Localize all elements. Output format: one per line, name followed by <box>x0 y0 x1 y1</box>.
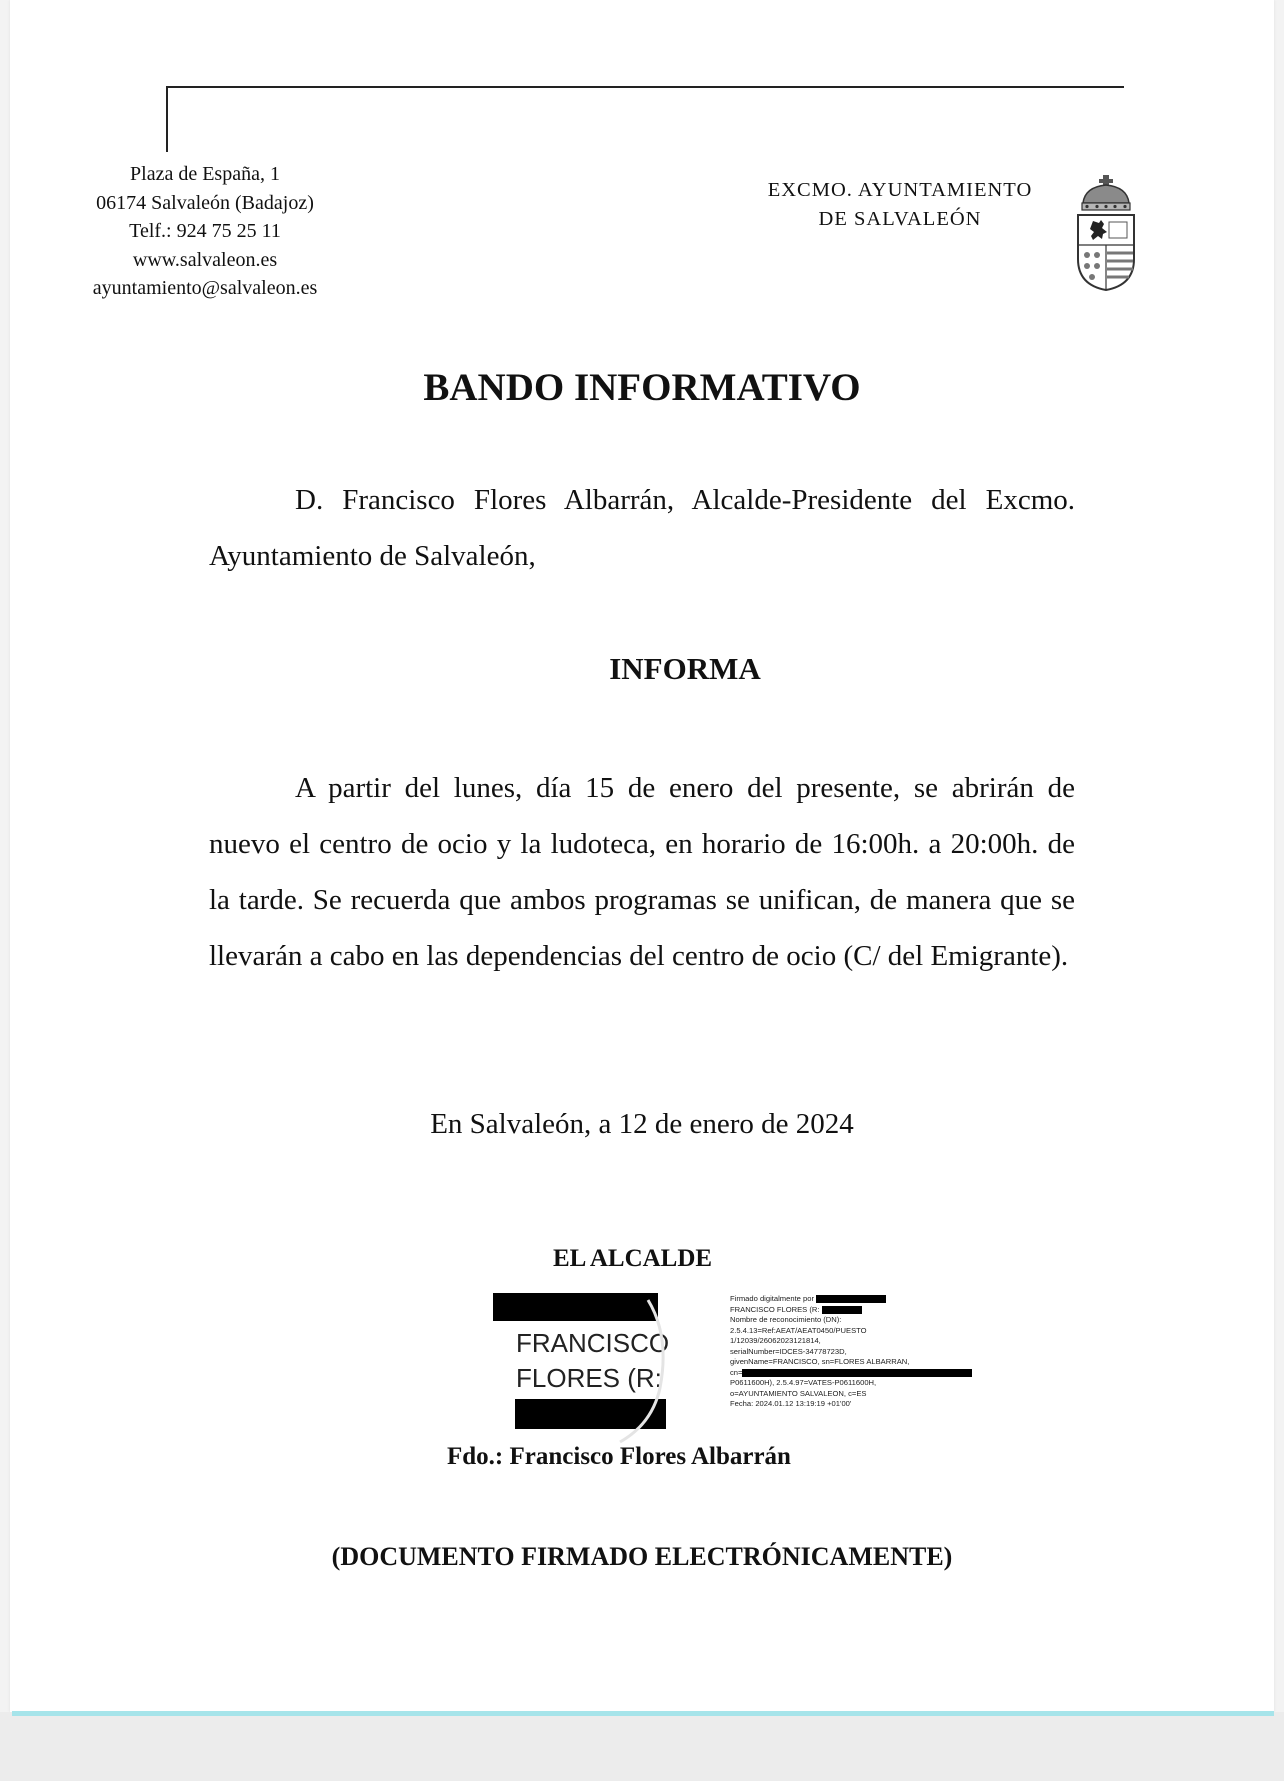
bottom-rule <box>12 1711 1274 1716</box>
council-name-line-1: EXCMO. AYUNTAMIENTO <box>767 179 1033 201</box>
signed-by: Fdo.: Francisco Flores Albarrán <box>447 1443 791 1470</box>
signature-name-line-1: FRANCISCO <box>516 1328 670 1358</box>
dsig-line: 1/12039/26062023121814, <box>730 1336 821 1345</box>
dsig-line: FRANCISCO FLORES (R: <box>730 1305 990 1316</box>
page-bottom-margin <box>0 1712 1284 1781</box>
dsig-line: Fecha: 2024.01.12 13:19:19 +01'00' <box>730 1399 852 1408</box>
header-frame-left-line <box>166 86 168 152</box>
document-title: BANDO INFORMATIVO <box>423 366 861 409</box>
council-name-line-2: DE SALVALEÓN <box>818 208 982 230</box>
address-phone: Telf.: 924 75 25 11 <box>129 220 281 242</box>
place-and-date: En Salvaleón, a 12 de enero de 2024 <box>430 1108 854 1140</box>
council-name <box>760 176 1040 234</box>
redaction-block <box>822 1306 862 1314</box>
address-street: Plaza de España, 1 <box>130 163 280 185</box>
dsig-line: P0611600H), 2.5.4.97=VATES-P0611600H, <box>730 1378 877 1387</box>
header-frame-top-line <box>166 86 1124 88</box>
coat-of-arms-icon <box>1073 173 1139 293</box>
signature-stroke <box>600 1296 710 1446</box>
address-block <box>70 160 340 303</box>
digital-signature-details <box>730 1294 990 1410</box>
dsig-line: o=AYUNTAMIENTO SALVALEON, c=ES <box>730 1388 867 1398</box>
signature-name-line-2: FLORES (R: <box>516 1363 662 1393</box>
redaction-block <box>742 1369 972 1377</box>
address-email: ayuntamiento@salvaleon.es <box>92 277 318 299</box>
intro-paragraph: D. Francisco Flores Albarrán, Alcalde-Presidente del Excmo. Ayuntamiento de Salvaleón, <box>209 484 1075 572</box>
body-paragraph: A partir del lunes, día 15 de enero del presente, se abrirán de nuevo el centro de ocio y la ludoteca, en horario de 16:00h. a 20:00h. de la tarde. Se recuerda que ambos programas se unifican, de manera que se llevarán a cabo en las dependencias del centro de ocio (C/ del Emigrante). <box>209 772 1075 972</box>
dsig-line: cn= <box>730 1368 990 1379</box>
section-heading: INFORMA <box>609 651 761 686</box>
dsig-line: Firmado digitalmente por <box>730 1294 990 1305</box>
dsig-line: 2.5.4.13=Ref:AEAT/AEAT0450/PUESTO <box>730 1325 867 1335</box>
redaction-block <box>816 1295 886 1303</box>
address-website: www.salvaleon.es <box>132 248 278 271</box>
electronically-signed-note: (DOCUMENTO FIRMADO ELECTRÓNICAMENTE) <box>331 1542 953 1571</box>
dsig-line: givenName=FRANCISCO, sn=FLORES ALBARRAN, <box>730 1357 910 1366</box>
dsig-line: Nombre de reconocimiento (DN): <box>730 1315 842 1324</box>
dsig-line: serialNumber=IDCES-34778723D, <box>730 1346 847 1356</box>
address-city: 06174 Salvaleón (Badajoz) <box>96 191 314 214</box>
signer-role: EL ALCALDE <box>553 1245 713 1272</box>
